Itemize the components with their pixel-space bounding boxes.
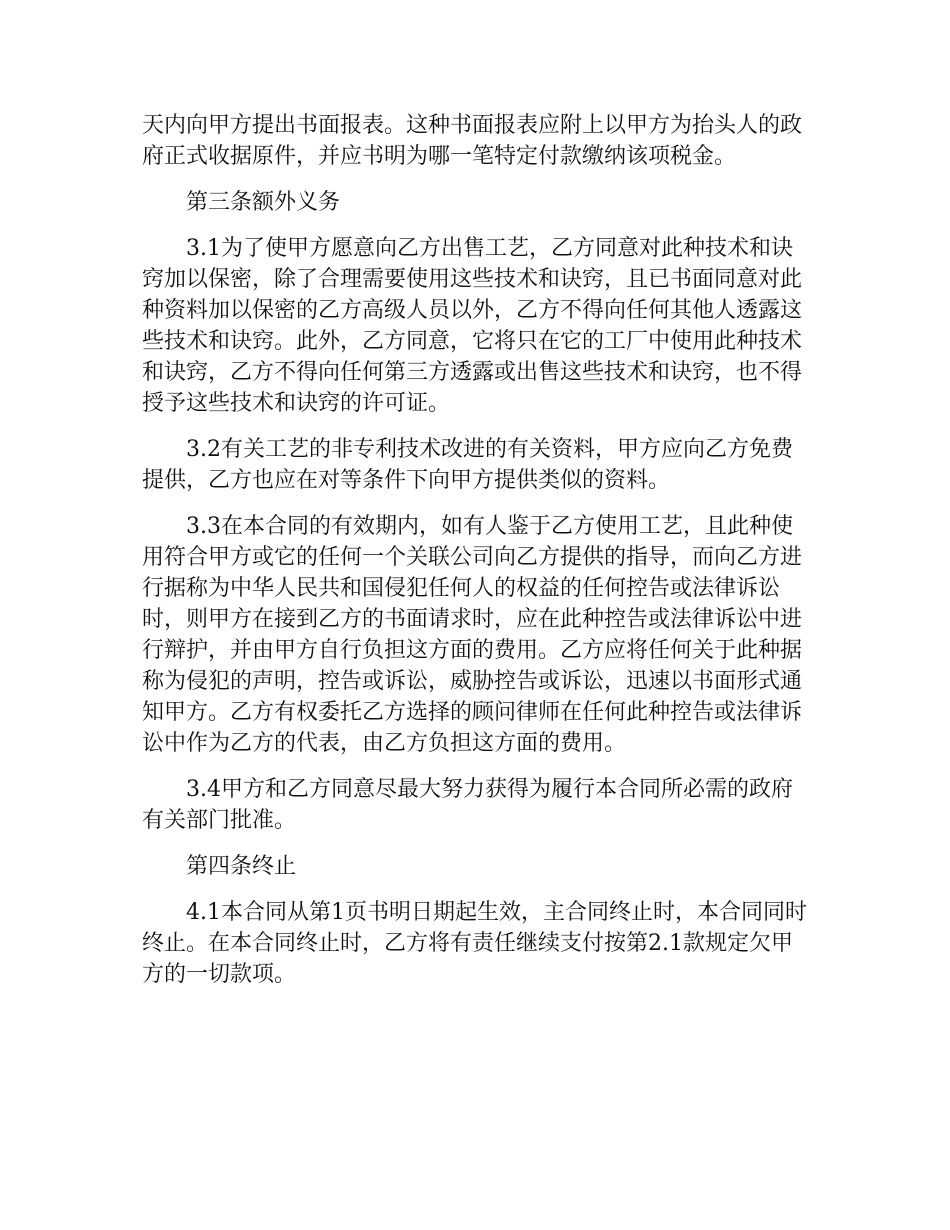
clause-3-2: 3.2有关工艺的非专利技术改进的有关资料，甲方应向乙方免费提供，乙方也应在对等条件下向甲方提供类似的资料。 xyxy=(142,437,793,493)
paragraph-tax-receipt: 天内向甲方提出书面报表。这种书面报表应附上以甲方为抬头人的政府正式收据原件，并应书明为哪一笔特定付款缴纳该项税金。 xyxy=(142,113,803,169)
clause-3-4: 3.4甲方和乙方同意尽最大努力获得为履行本合同所必需的政府有关部门批准。 xyxy=(142,777,793,833)
document-body xyxy=(142,110,812,1005)
heading-article-3: 第三条额外义务 xyxy=(186,190,341,215)
clause-4-1: 4.1本合同从第1页书明日期起生效，主合同终止时，本合同同时终止。在本合同终止时，乙方将有责任继续支付按第2.1款规定欠甲方的一切款项。 xyxy=(142,900,807,987)
clause-3-1: 3.1为了使甲方愿意向乙方出售工艺，乙方同意对此种技术和诀窍加以保密，除了合理需要使用这些技术和诀窍，且已书面同意对此种资料加以保密的乙方高级人员以外，乙方不得向任何其他人透露这些技术和诀窍。此外，乙方同意，它将只在它的工厂中使用此种技术和诀窍，乙方不得向任何第三方透露或出售这些技术和诀窍，也不得授予这些技术和诀窍的许可证。 xyxy=(142,236,803,416)
heading-article-4: 第四条终止 xyxy=(186,854,297,879)
clause-3-3: 3.3在本合同的有效期内，如有人鉴于乙方使用工艺，且此种使用符合甲方或它的任何一个关联公司向乙方提供的指导，而向乙方进行据称为中华人民共和国侵犯任何人的权益的任何控告或法律诉讼时，则甲方在接到乙方的书面请求时，应在此种控告或法律诉讼中进行辩护，并由甲方自行负担这方面的费用。乙方应将任何关于此种据称为侵犯的声明，控告或诉讼，威胁控告或诉讼，迅速以书面形式通知甲方。乙方有权委托乙方选择的顾问律师在任何此种控告或法律诉讼中作为乙方的代表，由乙方负担这方面的费用。 xyxy=(142,514,803,756)
